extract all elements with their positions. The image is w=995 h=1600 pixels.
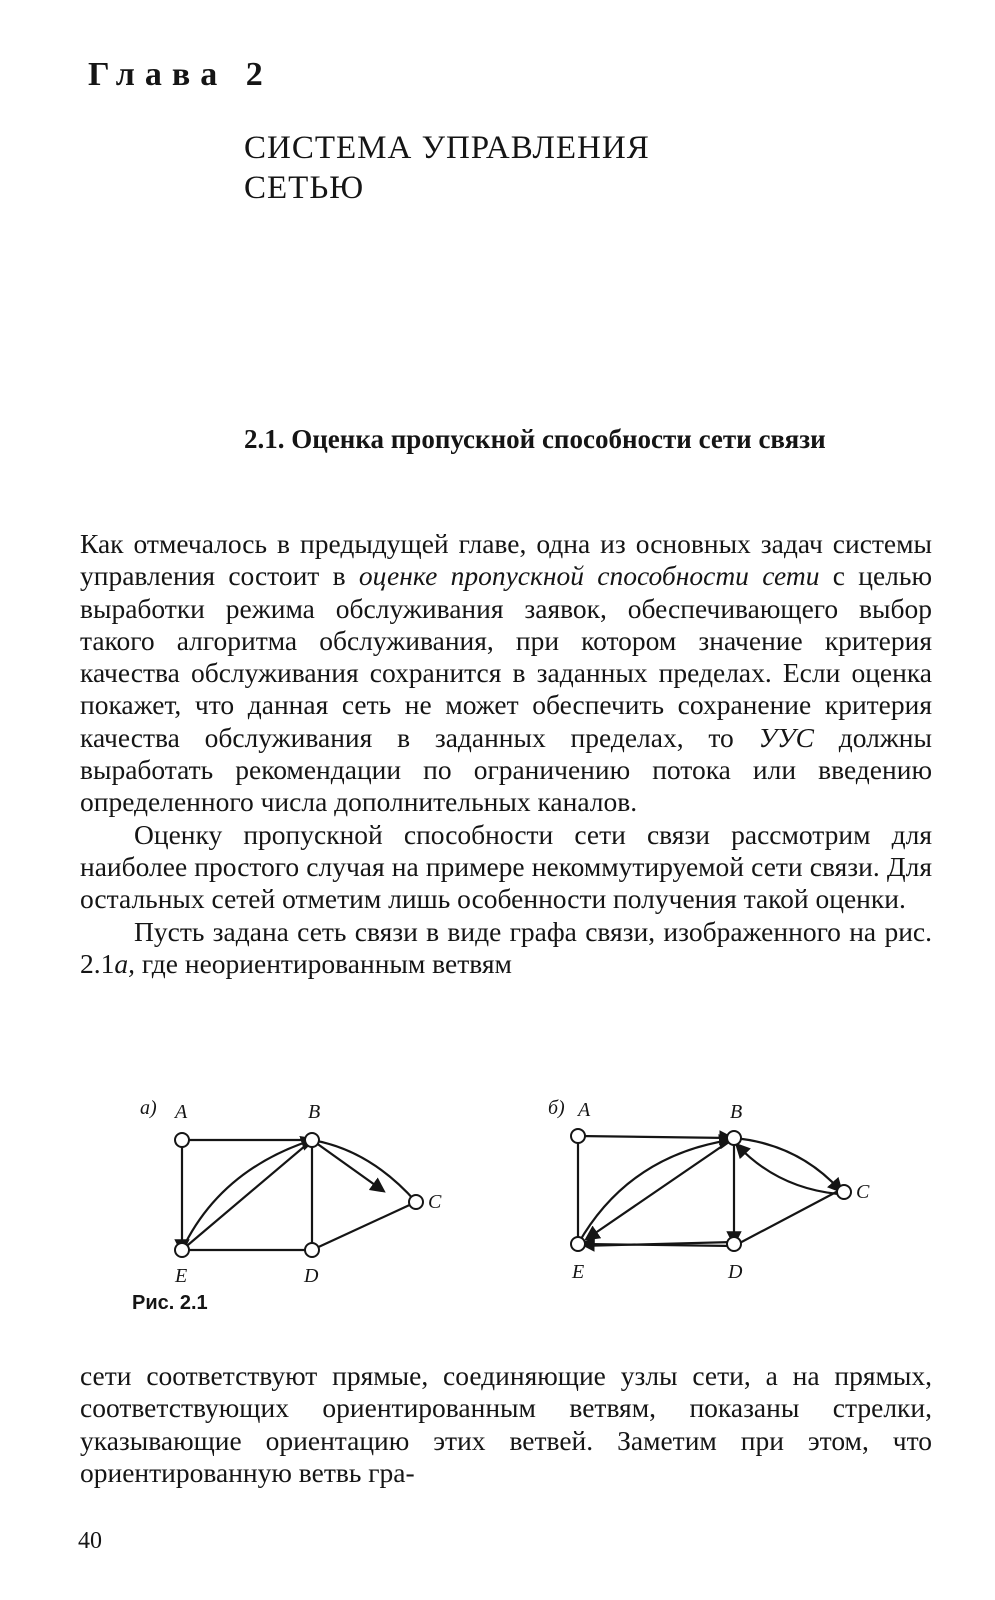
paragraph-1-text-c: должны выработать рекомендации по ограничению потока или введению определенного числа дополнительных каналов. [80, 721, 932, 818]
paragraph-1 [80, 528, 932, 819]
panel-a-label: а) [140, 1097, 157, 1119]
graph-panel-a [140, 1097, 442, 1287]
chapter-title [244, 128, 764, 208]
node-b-label: B [308, 1101, 321, 1123]
node-b-e-label: E [572, 1261, 585, 1283]
node-b-e [571, 1237, 585, 1251]
network-graph-figure [120, 1092, 900, 1292]
node-b-b [727, 1131, 741, 1145]
node-b-d [727, 1237, 741, 1251]
node-e-label: E [175, 1265, 188, 1287]
page-number: 40 [78, 1528, 102, 1554]
chapter-title-line-1: СИСТЕМА УПРАВЛЕНИЯ [244, 130, 650, 166]
paragraph-4: сети соответствуют прямые, соединяющие узлы сети, а на прямых, соответствующих ориентированным ветвям, показаны стрелки, указывающие ориентацию этих ветвей. Заметим при этом, что ориентированную ветвь гра- [80, 1360, 932, 1488]
node-b-a [571, 1129, 585, 1143]
edge-b-b-c-curve [734, 1138, 840, 1190]
edge-b-c-line [312, 1140, 382, 1190]
node-c-label: C [428, 1191, 442, 1213]
node-a-label: A [175, 1101, 188, 1123]
graph-panel-b [548, 1097, 870, 1283]
edge-d-c [312, 1202, 416, 1250]
node-b [305, 1133, 319, 1147]
paragraph-1-text-b: с целью выработки режима обслуживания заявок, обеспечивающего выбор такого алгоритма обслуживания, при котором значение критерия качества обслуживания сохранится в заданных пределах. Если оценка покажет, что данная сеть не может обеспечить сохранение критерия качества обслуживания в заданных пределах, то [80, 560, 932, 753]
node-b-b-label: B [730, 1101, 743, 1123]
edge-b-c-b-curve [738, 1146, 838, 1194]
paragraph-2: Оценку пропускной способности сети связи рассмотрим для наиболее простого случая на примере некоммутируемой сети связи. Для остальных сетей отметим лишь особенности получения такой оценки. [80, 818, 932, 915]
node-b-c-label: C [856, 1181, 870, 1203]
node-b-d-label: D [728, 1261, 743, 1283]
edge-b-d-c [734, 1190, 840, 1246]
paragraph-3-text-a: Пусть задана сеть связи в виде графа связи, изображенного на рис. 2.1 [80, 915, 932, 979]
edge-b-a-b [578, 1136, 730, 1138]
section-title: 2.1. Оценка пропускной способности сети связи [244, 424, 826, 454]
figure-2-1 [120, 1092, 900, 1312]
paragraph-1-emphasis-2: УУС [758, 721, 814, 753]
paragraph-1-text-a: Как отмечалось в предыдущей главе, одна из основных задач системы управления состоит в [80, 528, 932, 592]
edge-b-b-e-line [588, 1138, 734, 1238]
chapter-label: Глава 2 [88, 56, 273, 93]
node-a [175, 1133, 189, 1147]
node-d [305, 1243, 319, 1257]
body-text-block-2 [80, 1360, 932, 1489]
panel-b-label: б) [548, 1097, 565, 1119]
body-text-block-1 [80, 528, 932, 980]
edge-b-c-curve [312, 1140, 416, 1202]
paragraph-3 [80, 916, 932, 981]
paragraph-3-text-b: где неориентированным ветвям [135, 947, 512, 979]
paragraph-1-emphasis-1: оценке пропускной способности сети [358, 560, 820, 592]
node-b-a-label: A [578, 1099, 591, 1121]
paragraph-3-emphasis: а, [114, 947, 135, 979]
node-d-label: D [304, 1265, 319, 1287]
edge-e-b-line [182, 1140, 312, 1250]
node-c [409, 1195, 423, 1209]
chapter-title-line-2: СЕТЬЮ [244, 170, 365, 206]
node-e [175, 1243, 189, 1257]
figure-caption: Рис. 2.1 [132, 1292, 208, 1314]
node-b-c [837, 1185, 851, 1199]
